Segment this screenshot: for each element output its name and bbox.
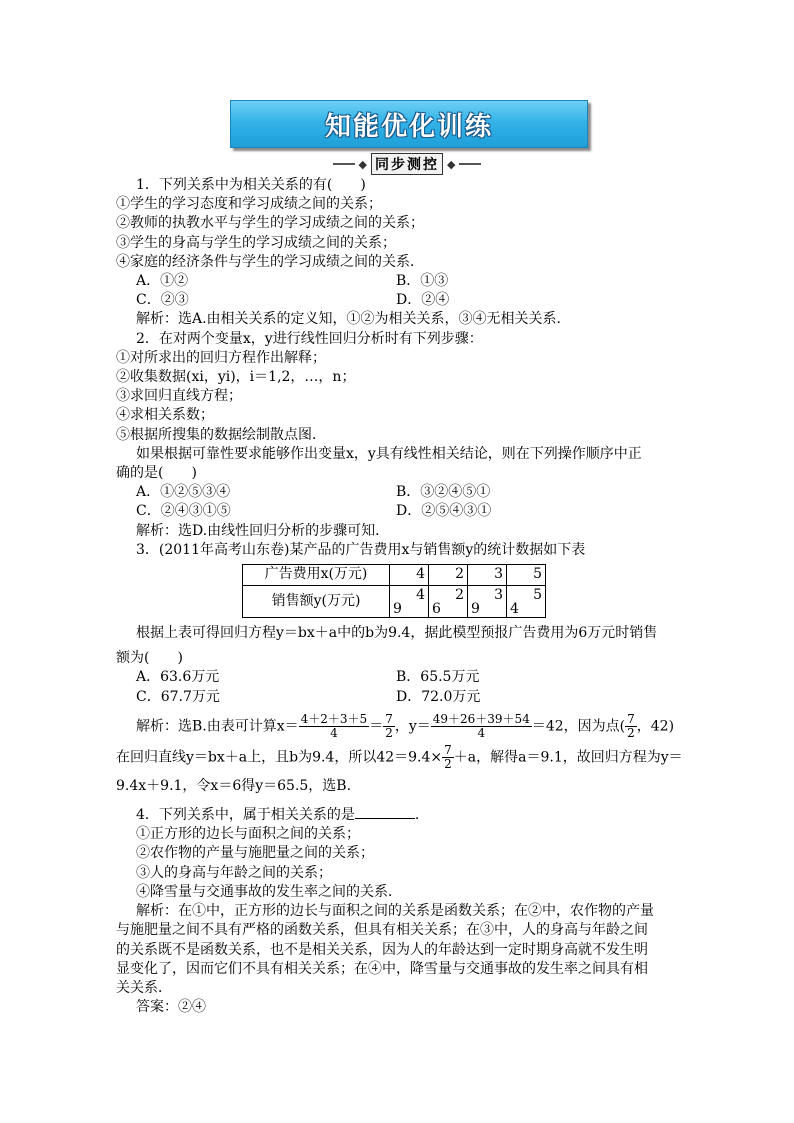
table-cell	[390, 586, 429, 618]
left-rule	[333, 163, 355, 165]
q2-option-b: B．③②④⑤①	[396, 484, 491, 501]
table-header-cell: 销售额y(万元)	[243, 586, 390, 618]
diamond-icon: ◆	[358, 157, 367, 171]
q2-item: ⑤根据所搜集的数据绘制散点图．	[116, 426, 326, 443]
q3-options-row	[116, 668, 684, 687]
cell-digit: 5	[533, 586, 542, 603]
q4-analysis-line: 与施肥量之间不具有严格的函数关系，但具有相关关系；在③中，人的身高与年龄之间	[116, 922, 648, 939]
q3-analysis-text: ，42)	[636, 718, 675, 735]
q1-option-c: C．②③	[136, 292, 189, 309]
fraction	[299, 713, 370, 740]
q1-item: ③学生的身高与学生的学习成绩之间的关系；	[116, 234, 396, 251]
q1-option-a: A．①②	[136, 273, 189, 290]
q4-item: ④降雪量与交通事故的发生率之间的关系．	[136, 883, 402, 900]
table-cell: 4	[390, 565, 429, 586]
q3-analysis-text: ，y＝	[394, 718, 431, 735]
q1-option-d: D．②④	[396, 292, 450, 309]
banner-title: 知能优化训练	[324, 111, 493, 142]
table-cell	[468, 586, 507, 618]
cell-digit: 2	[455, 586, 464, 603]
q4-stem: 4．下列关系中，属于相关关系的是	[136, 807, 355, 824]
q1-stem: 1．下列关系中为相关关系的有( )	[136, 177, 366, 193]
q3-option-a: A．63.6万元	[136, 669, 220, 686]
numerator: 7	[627, 711, 635, 726]
q4-analysis-line: 关关系．	[116, 979, 172, 996]
q4-item: ②农作物的产量与施肥量之间的关系；	[136, 845, 374, 862]
table-row	[243, 586, 546, 618]
q2-analysis: 解析：选D.由线性回归分析的步骤可知．	[136, 522, 390, 539]
table-header-cell: 广告费用x(万元)	[243, 565, 390, 586]
q3-stem: 3．(2011年高考山东卷)某产品的广告费用x与销售额y的统计数据如下表	[136, 541, 586, 558]
diamond-icon: ◆	[447, 157, 456, 171]
q3-analysis-line	[116, 744, 684, 771]
denominator: 2	[627, 725, 635, 740]
denominator: 2	[385, 725, 393, 740]
data-table	[242, 564, 546, 618]
fraction	[431, 713, 532, 740]
q2-item: ①对所求出的回归方程作出解释；	[116, 349, 326, 366]
q4-item: ①正方形的边长与面积之间的关系；	[136, 826, 360, 843]
cell-digit: 6	[432, 600, 441, 617]
q2-options-row	[116, 502, 684, 521]
q4-analysis-line: 的关系既不是函数关系，也不是相关关系，因为人的年龄达到一定时期身高就不发生明	[116, 941, 648, 958]
q3-analysis-text: ＋a，解得a＝9.1，故回归方程为y＝	[453, 749, 683, 766]
table-row	[243, 565, 546, 586]
q2-options-row	[116, 483, 684, 502]
q2-question: 如果根据可靠性要求能够作出变量x，y具有线性相关结论，则在下列操作顺序中正	[136, 445, 642, 462]
answer-blank	[355, 818, 415, 819]
q3-option-c: C．67.7万元	[136, 688, 220, 705]
q2-stem: 2．在对两个变量x，y进行线性回归分析时有下列步骤：	[136, 330, 483, 347]
q1-option-b: B．①③	[396, 273, 449, 290]
q1-item: ②教师的执教水平与学生的学习成绩之间的关系；	[116, 215, 424, 232]
table-cell: 2	[429, 565, 468, 586]
q4-stem-line	[116, 806, 684, 825]
section-banner	[230, 100, 588, 148]
q1-item: ①学生的学习态度和学习成绩之间的关系；	[116, 196, 382, 213]
subheader-label: 同步测控	[371, 153, 443, 175]
cell-digit: 9	[471, 600, 480, 617]
q4-answer: 答案：②④	[136, 999, 206, 1016]
q1-analysis: 解析：选A.由相关关系的定义知，①②为相关关系，③④无相关关系．	[136, 311, 571, 328]
q3-options-row	[116, 688, 684, 707]
q2-item: ②收集数据(xi，yi)，i＝1,2，…，n；	[116, 369, 356, 386]
numerator: 7	[444, 742, 452, 757]
cell-digit: 4	[416, 586, 425, 603]
numerator: 7	[385, 711, 393, 726]
q4-analysis-line: 显变化了，因而它们不具有相关关系；在④中，降雪量与交通事故的发生率之间具有相	[116, 960, 648, 977]
cell-digit: 4	[510, 600, 519, 617]
q1-options-row	[116, 272, 684, 291]
q2-item: ④求相关系数；	[116, 407, 214, 424]
fraction	[383, 713, 395, 740]
subheader	[322, 154, 492, 174]
cell-digit: 9	[393, 600, 402, 617]
numerator: 49＋26＋39＋54	[432, 711, 530, 726]
fraction	[442, 744, 454, 771]
denominator: 2	[444, 756, 452, 771]
cell-digit: 3	[494, 586, 503, 603]
fraction	[625, 713, 637, 740]
q3-analysis-line: 9.4x＋9.1，令x＝6得y＝65.5，选B.	[116, 777, 352, 794]
q1-options-row	[116, 291, 684, 310]
q2-option-d: D．②⑤④③①	[396, 503, 492, 520]
table-cell	[507, 586, 546, 618]
table-cell: 5	[507, 565, 546, 586]
q2-item: ③求回归直线方程；	[116, 388, 242, 405]
q4-analysis-line: 解析：在①中，正方形的边长与面积之间的关系是函数关系；在②中，农作物的产量	[136, 903, 654, 920]
equals-sign: ＝	[369, 718, 384, 735]
table-cell: 3	[468, 565, 507, 586]
q2-option-a: A．①②⑤③④	[136, 484, 231, 501]
q1-item: ④家庭的经济条件与学生的学习成绩之间的关系．	[116, 253, 424, 270]
denominator: 4	[330, 725, 338, 740]
q3-analysis-text: 解析：选B.由表可计算x＝	[136, 718, 299, 735]
q3-analysis-text: ＝42，因为点(	[531, 718, 626, 735]
exercise-content	[116, 176, 684, 1017]
q3-option-d: D．72.0万元	[396, 688, 481, 705]
q3-analysis-text: 在回归直线y＝bx＋a上，且b为9.4，所以42＝9.4×	[116, 749, 443, 766]
q2-question-cont: 确的是( )	[116, 465, 197, 482]
q3-body: 根据上表可得回归方程y＝bx＋a中的b为9.4，据此模型预报广告费用为6万元时销售	[136, 625, 658, 642]
denominator: 4	[477, 725, 486, 740]
q4-item: ③人的身高与年龄之间的关系；	[136, 864, 332, 881]
right-rule	[459, 163, 481, 165]
q3-analysis-line	[116, 713, 684, 740]
q3-option-b: B．65.5万元	[396, 669, 480, 686]
table-cell	[429, 586, 468, 618]
q3-body-cont: 额为( )	[116, 650, 183, 667]
q2-option-c: C．②④③①⑤	[136, 503, 231, 520]
numerator: 4＋2＋3＋5	[300, 711, 368, 726]
q4-stem-end: .	[414, 807, 420, 824]
